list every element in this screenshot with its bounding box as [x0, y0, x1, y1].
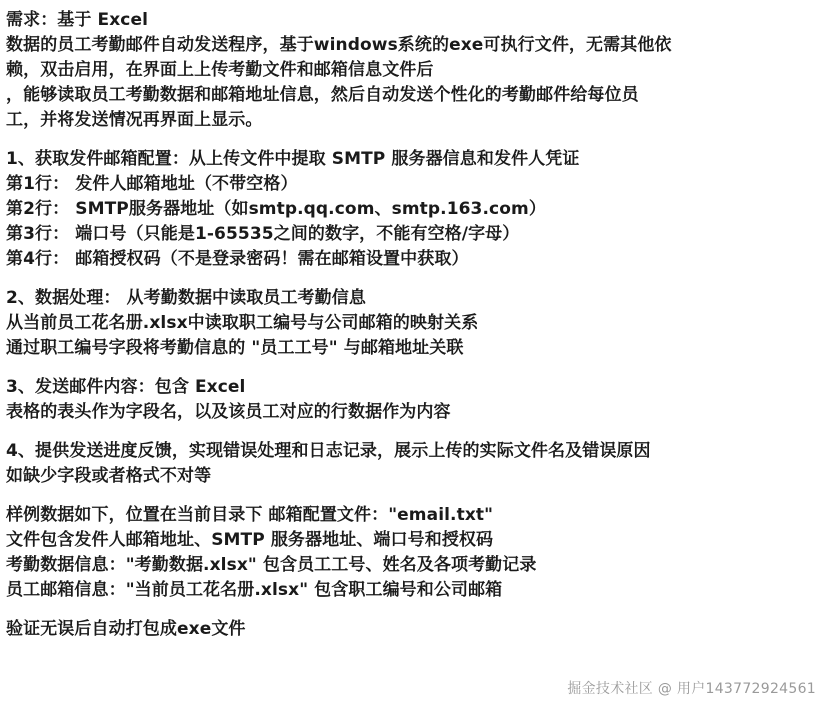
watermark-label: 掘金技术社区 @ 用户143772924561: [567, 681, 816, 697]
text-line-step2-line2: 通过职工编号字段将考勤信息的 "员工工号" 与邮箱地址关联: [6, 338, 464, 358]
paragraph-spacer: [6, 489, 820, 503]
text-line-req-body-2: 赖，双击启用，在界面上上传考勤文件和邮箱信息文件后: [6, 60, 434, 80]
paragraph-spacer: [6, 361, 820, 375]
text-line-step1-line4: 第4行： 邮箱授权码（不是登录密码！需在邮箱设置中获取）: [6, 249, 469, 269]
text-line-sample-line4: 员工邮箱信息："当前员工花名册.xlsx" 包含职工编号和公司邮箱: [6, 580, 503, 600]
text-line-sample-line2: 文件包含发件人邮箱地址、SMTP 服务器地址、端口号和授权码: [6, 530, 494, 550]
text-line-step1-line3: 第3行： 端口号（只能是1-65535之间的数字，不能有空格/字母）: [6, 224, 520, 244]
paragraph-spacer: [6, 272, 820, 286]
text-line-step1-line1: 第1行： 发件人邮箱地址（不带空格）: [6, 174, 298, 194]
text-line-step3-title: 3、发送邮件内容：包含 Excel: [6, 377, 246, 397]
text-line-step3-line1: 表格的表头作为字段名，以及该员工对应的行数据作为内容: [6, 402, 451, 422]
text-line-final-line: 验证无误后自动打包成exe文件: [6, 619, 246, 639]
paragraph-spacer: [6, 603, 820, 617]
text-line-req-body-3: ，能够读取员工考勤数据和邮箱地址信息，然后自动发送个性化的考勤邮件给每位员: [6, 85, 639, 105]
text-line-req-title: 需求：基于 Excel: [6, 10, 149, 30]
text-line-sample-line3: 考勤数据信息："考勤数据.xlsx" 包含员工工号、姓名及各项考勤记录: [6, 555, 537, 575]
text-line-req-body-4: 工，并将发送情况再界面上显示。: [6, 110, 263, 130]
text-line-step1-title: 1、获取发件邮箱配置：从上传文件中提取 SMTP 服务器信息和发件人凭证: [6, 149, 580, 169]
text-line-step4-title: 4、提供发送进度反馈，实现错误处理和日志记录，展示上传的实际文件名及错误原因: [6, 441, 651, 461]
text-line-step4-line1: 如缺少字段或者格式不对等: [6, 466, 212, 486]
text-line-sample-line1: 样例数据如下，位置在当前目录下 邮箱配置文件："email.txt": [6, 505, 494, 525]
text-line-step1-line2: 第2行： SMTP服务器地址（如smtp.qq.com、smtp.163.com）: [6, 199, 546, 219]
text-line-req-body-1: 数据的员工考勤邮件自动发送程序，基于windows系统的exe可执行文件，无需其他依: [6, 35, 672, 55]
text-line-step2-line1: 从当前员工花名册.xlsx中读取职工编号与公司邮箱的映射关系: [6, 313, 479, 333]
text-line-step2-title: 2、数据处理： 从考勤数据中读取员工考勤信息: [6, 288, 366, 308]
paragraph-spacer: [6, 425, 820, 439]
paragraph-spacer: [6, 133, 820, 147]
